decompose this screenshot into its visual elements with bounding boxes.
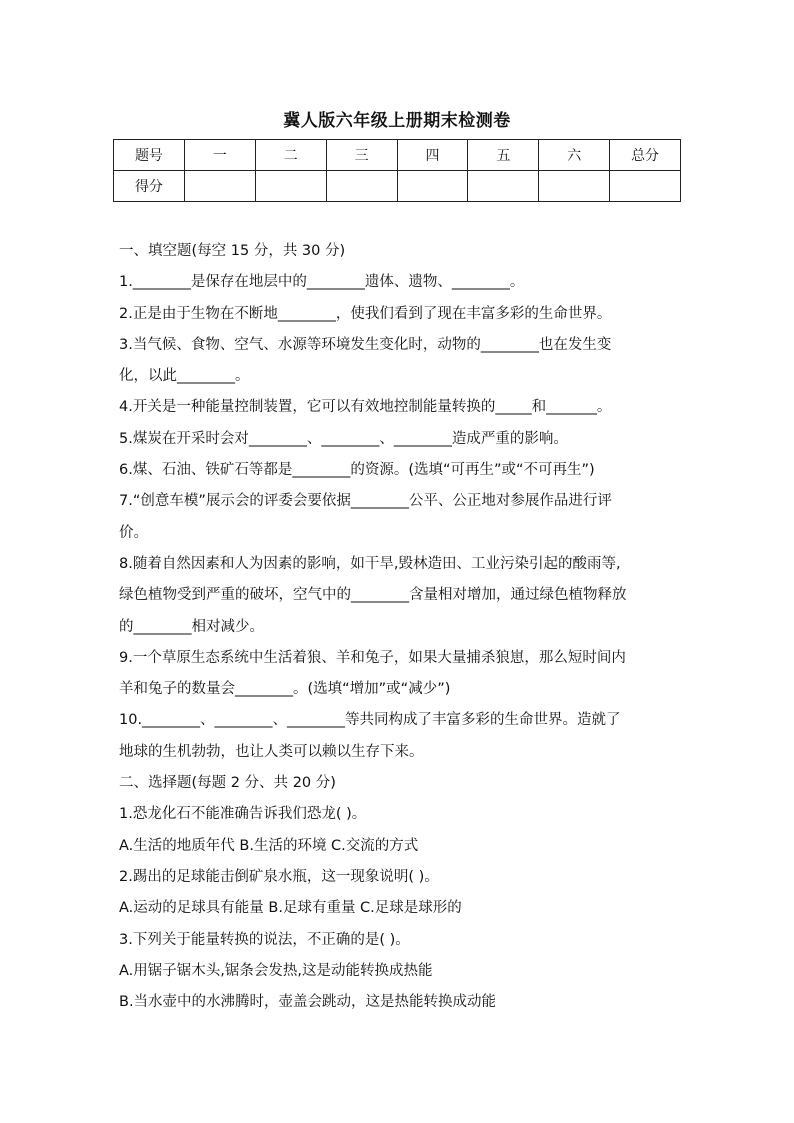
question-line: 7.“创意车模”展示会的评委会要依据________公平、公正地对参展作品进行评 [119, 493, 612, 510]
score-table-header-row [114, 140, 681, 171]
section-heading-fill-blank: 一、填空题(每空 15 分，共 30 分) [119, 243, 346, 259]
score-cell[interactable] [397, 171, 468, 202]
question-line: 1.恐龙化石不能准确告诉我们恐龙( )。 [119, 806, 367, 823]
score-cell[interactable] [468, 171, 539, 202]
page-title: 冀人版六年级上册期末检测卷 [283, 111, 511, 131]
score-table-row-label: 得分 [114, 171, 185, 202]
score-cell[interactable] [184, 171, 255, 202]
exam-content [119, 236, 679, 1018]
question-line: 9.一个草原生态系统中生活着狼、羊和兔子，如果大量捕杀狼崽，那么短时间内 [119, 649, 626, 666]
question-line: 化，以此________。 [119, 368, 250, 385]
score-cell[interactable] [610, 171, 681, 202]
score-cell[interactable] [326, 171, 397, 202]
score-table-header-cell: 一 [184, 140, 255, 171]
question-line: 地球的生机勃勃，也让人类可以赖以生存下来。 [119, 743, 424, 760]
score-table [113, 139, 681, 202]
question-line: 4.开关是一种能量控制装置，它可以有效地控制能量转换的_____和_______。 [119, 399, 612, 416]
score-table-header-cell: 题号 [114, 140, 185, 171]
score-table-header-cell: 四 [397, 140, 468, 171]
question-line: 羊和兔子的数量会________。(选填“增加”或“减少”) [119, 681, 451, 698]
question-line: 6.煤、石油、铁矿石等都是________的资源。(选填“可再生”或“不可再生”) [119, 462, 595, 479]
answer-options: A.运动的足球具有能量 B.足球有重量 C.足球是球形的 [119, 900, 462, 917]
answer-option: B.当水壶中的水沸腾时，壶盖会跳动，这是热能转换成动能 [119, 994, 497, 1011]
question-line: 3.当气候、食物、空气、水源等环境发生变化时，动物的________也在发生变 [119, 336, 612, 353]
answer-option: A.用锯子锯木头,锯条会发热,这是动能转换成热能 [119, 962, 433, 979]
question-line: 3.下列关于能量转换的说法，不正确的是( )。 [119, 931, 410, 948]
question-line: 1.________是保存在地层中的________遗体、遗物、________。 [119, 274, 525, 291]
score-table-header-cell: 二 [255, 140, 326, 171]
score-cell[interactable] [255, 171, 326, 202]
question-line: 价。 [119, 524, 148, 541]
answer-options: A.生活的地质年代 B.生活的环境 C.交流的方式 [119, 837, 419, 854]
score-table-header-cell: 三 [326, 140, 397, 171]
question-line: 2.正是由于生物在不断地________，使我们看到了现在丰富多彩的生命世界。 [119, 305, 612, 322]
question-line: 绿色植物受到严重的破坏，空气中的________含量相对增加，通过绿色植物释放 [119, 587, 627, 604]
question-line: 10.________、________、________等共同构成了丰富多彩的生命世界。造就了 [119, 712, 621, 729]
section-heading-multiple-choice: 二、选择题(每题 2 分、共 20 分) [119, 775, 336, 792]
question-line: 2.踢出的足球能击倒矿泉水瓶，这一现象说明( )。 [119, 868, 439, 885]
question-line: 的________相对减少。 [119, 618, 264, 635]
score-table-header-cell: 六 [539, 140, 610, 171]
question-line: 8.随着自然因素和人为因素的影响，如干旱,毁林造田、工业污染引起的酸雨等, [119, 555, 621, 572]
question-line: 5.煤炭在开采时会对________、________、________造成严重的影响。 [119, 430, 568, 447]
score-table-header-cell: 总分 [610, 140, 681, 171]
score-cell[interactable] [539, 171, 610, 202]
score-table-header-cell: 五 [468, 140, 539, 171]
score-table-score-row [114, 171, 681, 202]
